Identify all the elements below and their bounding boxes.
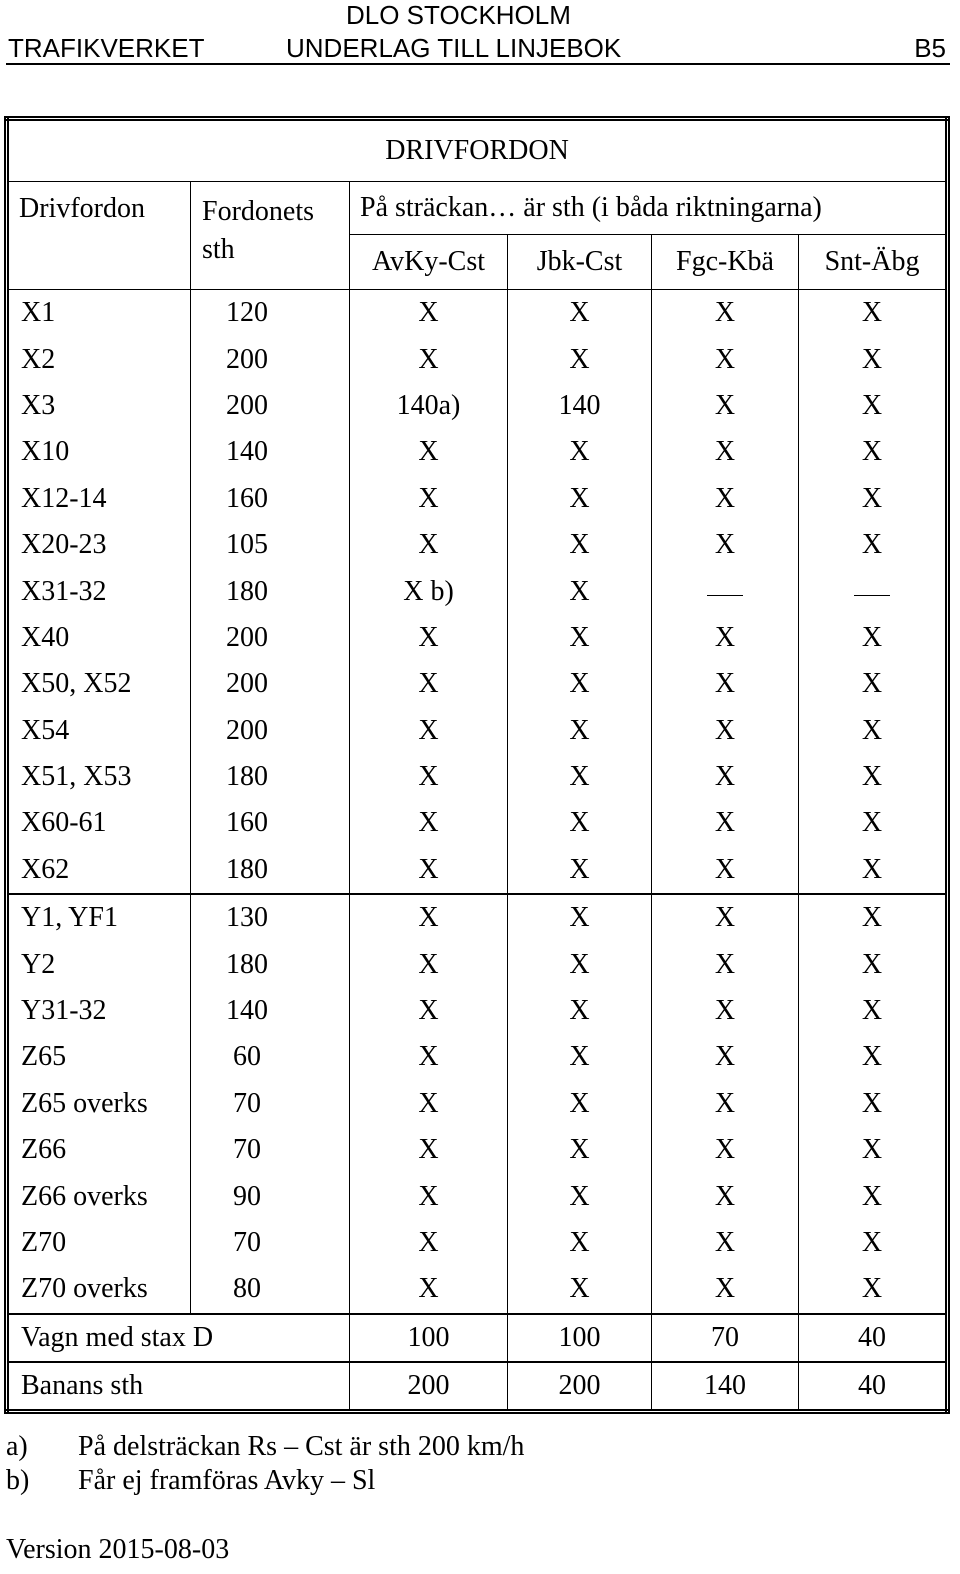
section-value: X <box>861 714 883 746</box>
section-value: X <box>508 290 652 337</box>
section-value: X <box>508 941 652 987</box>
vehicle-speed: 90 <box>191 1173 350 1219</box>
vehicle-name: X31-32 <box>7 568 191 614</box>
section-value: X <box>652 615 799 661</box>
section-value: X <box>861 1041 883 1073</box>
section-value: X <box>350 661 508 707</box>
summary-value: 100 <box>350 1314 508 1362</box>
not-allowed-cell <box>652 568 799 614</box>
header-section: Snt-Äbg <box>824 246 920 277</box>
section-value: 140a) <box>350 383 508 429</box>
section-value: X <box>652 336 799 382</box>
section-value: X <box>508 568 652 614</box>
header-section: Fgc-Kbä <box>652 235 799 290</box>
section-value: X <box>652 1173 799 1219</box>
section-value: X <box>652 847 799 894</box>
table-row <box>7 568 948 614</box>
section-value: X <box>350 476 508 522</box>
office-name: DLO STOCKHOLM <box>346 0 571 30</box>
header-section: Jbk-Cst <box>508 235 652 290</box>
table-footer <box>7 1314 948 1412</box>
summary-value: 200 <box>350 1362 508 1412</box>
section-value: X <box>350 1127 508 1173</box>
vehicle-speed: 200 <box>191 383 350 429</box>
section-value: X <box>861 853 883 885</box>
footnote-text: Får ej framföras Avky – Sl <box>78 1465 376 1496</box>
vehicle-name: X12-14 <box>7 476 191 522</box>
footnotes <box>6 1430 524 1498</box>
vehicle-name: X62 <box>7 847 191 894</box>
vehicle-speed: 180 <box>191 941 350 987</box>
section-value: X <box>652 383 799 429</box>
summary-label: Banans sth <box>7 1362 350 1412</box>
summary-value: 40 <box>799 1314 948 1362</box>
section-value: X <box>861 1134 883 1166</box>
table-row <box>7 941 948 987</box>
section-value: X <box>508 1127 652 1173</box>
vehicle-name: Z66 overks <box>7 1173 191 1219</box>
vehicle-speed: 60 <box>191 1034 350 1080</box>
vehicle-speed: 180 <box>191 847 350 894</box>
vehicle-speed: 180 <box>191 568 350 614</box>
section-value: X <box>508 847 652 894</box>
page-number: B5 <box>914 33 946 63</box>
summary-value: 70 <box>652 1314 799 1362</box>
table-row <box>7 847 948 894</box>
section-value: X <box>508 708 652 754</box>
section-value: X <box>861 1227 883 1258</box>
vehicle-speed: 160 <box>191 476 350 522</box>
section-value: X <box>508 1266 652 1313</box>
section-value: X <box>350 800 508 846</box>
section-value: X <box>350 988 508 1034</box>
table-row <box>7 615 948 661</box>
table-row <box>7 988 948 1034</box>
section-value: X <box>508 522 652 568</box>
section-value: X <box>861 529 883 561</box>
section-value: 140 <box>508 383 652 429</box>
section-value: X <box>861 482 883 514</box>
section-value: X <box>508 615 652 661</box>
section-value: X <box>350 754 508 800</box>
table-row <box>7 708 948 754</box>
footnote-key: a) <box>6 1431 28 1462</box>
vehicle-name: X10 <box>7 429 191 475</box>
footnote <box>6 1430 524 1464</box>
table-row <box>7 1081 948 1127</box>
section-value: X <box>350 1173 508 1219</box>
vehicle-name: X40 <box>7 615 191 661</box>
version-label: Version 2015-08-03 <box>6 1534 230 1565</box>
summary-row <box>7 1362 948 1412</box>
vehicle-name: X54 <box>7 708 191 754</box>
vehicle-name: X1 <box>7 290 191 337</box>
footnote-key: b) <box>6 1465 30 1496</box>
section-value: X <box>350 615 508 661</box>
table-row <box>7 522 948 568</box>
table-row <box>7 290 948 337</box>
vehicle-speed: 140 <box>191 429 350 475</box>
agency-name: TRAFIKVERKET <box>8 33 205 63</box>
section-value: X <box>652 1127 799 1173</box>
section-value: X <box>652 522 799 568</box>
summary-value: 100 <box>508 1314 652 1362</box>
section-value: X <box>861 761 883 793</box>
dash-mark <box>854 595 890 596</box>
vehicle-name: X2 <box>7 336 191 382</box>
document-title: UNDERLAG TILL LINJEBOK <box>286 33 622 63</box>
section-value: X <box>652 661 799 707</box>
section-value: X <box>861 995 883 1027</box>
section-value: X <box>652 941 799 987</box>
section-value: X <box>861 668 883 700</box>
section-value: X <box>652 708 799 754</box>
table-row <box>7 1127 948 1173</box>
section-value: X <box>350 290 508 337</box>
section-value: X <box>350 1266 508 1313</box>
table-row <box>7 1034 948 1080</box>
header-section: AvKy-Cst <box>350 235 508 290</box>
section-value: X <box>861 1273 883 1305</box>
summary-value: 40 <box>799 1362 948 1412</box>
vehicle-speed: 160 <box>191 800 350 846</box>
drivfordon-table <box>4 116 950 1414</box>
section-value: X <box>350 1220 508 1266</box>
summary-label: Vagn med stax D <box>7 1314 350 1362</box>
section-value: X <box>861 807 883 839</box>
table-row <box>7 336 948 382</box>
table-row <box>7 429 948 475</box>
table-row <box>7 661 948 707</box>
section-value: X <box>861 1180 883 1212</box>
footnote <box>6 1464 524 1498</box>
section-value: X <box>350 708 508 754</box>
header-rule <box>6 63 950 65</box>
vehicle-name: X3 <box>7 383 191 429</box>
vehicle-speed: 200 <box>191 336 350 382</box>
section-value: X <box>350 847 508 894</box>
section-value: X <box>508 1081 652 1127</box>
section-value: X <box>652 988 799 1034</box>
section-value: X <box>652 476 799 522</box>
section-value: X <box>652 754 799 800</box>
section-value: X <box>508 1034 652 1080</box>
header-vehicle: Drivfordon <box>7 182 191 290</box>
summary-value: 200 <box>508 1362 652 1412</box>
section-value: X <box>508 1173 652 1219</box>
section-value: X <box>508 476 652 522</box>
vehicle-speed: 140 <box>191 988 350 1034</box>
dash-mark <box>707 595 743 596</box>
section-value: X <box>652 1034 799 1080</box>
section-value: X <box>799 894 948 941</box>
table-row <box>7 1173 948 1219</box>
vehicle-speed: 200 <box>191 661 350 707</box>
section-value: X <box>861 621 883 653</box>
header-speed: Fordonets sth <box>191 182 350 290</box>
vehicle-name: Z65 overks <box>7 1081 191 1127</box>
table-row <box>7 1266 948 1313</box>
section-value: X b) <box>350 568 508 614</box>
section-value: X <box>350 1034 508 1080</box>
section-value: X <box>652 1081 799 1127</box>
vehicle-name: Z65 <box>7 1034 191 1080</box>
section-value: X <box>861 389 883 421</box>
vehicle-speed: 70 <box>191 1127 350 1173</box>
section-value: X <box>508 429 652 475</box>
header-section-group: På sträckan… är sth (i båda riktningarna) <box>350 182 948 235</box>
section-value: X <box>350 894 508 941</box>
not-allowed-cell <box>799 568 948 614</box>
vehicle-speed: 105 <box>191 522 350 568</box>
footnote-text: På delsträckan Rs – Cst är sth 200 km/h <box>78 1431 525 1462</box>
section-value: X <box>861 297 883 329</box>
section-value: X <box>652 429 799 475</box>
section-value: X <box>508 754 652 800</box>
section-value: X <box>652 894 799 941</box>
vehicle-speed: 200 <box>191 708 350 754</box>
section-value: X <box>508 661 652 707</box>
section-value: X <box>652 1266 799 1313</box>
section-value: X <box>508 800 652 846</box>
section-value: X <box>652 290 799 337</box>
table-title: DRIVFORDON <box>7 119 948 182</box>
vehicle-name: X60-61 <box>7 800 191 846</box>
section-value: X <box>861 436 883 468</box>
vehicle-name: Y1, YF1 <box>7 894 191 941</box>
section-value: X <box>350 941 508 987</box>
section-value: X <box>861 343 883 375</box>
table-row <box>7 1220 948 1266</box>
section-value: X <box>350 336 508 382</box>
vehicle-name: X20-23 <box>7 522 191 568</box>
vehicle-name: Y31-32 <box>7 988 191 1034</box>
section-value: X <box>350 1081 508 1127</box>
vehicle-name: Y2 <box>7 941 191 987</box>
section-value: X <box>350 522 508 568</box>
section-value: X <box>350 429 508 475</box>
vehicle-speed: 130 <box>191 894 350 941</box>
vehicle-speed: 120 <box>191 290 350 337</box>
section-value: X <box>652 1220 799 1266</box>
vehicle-speed: 70 <box>191 1081 350 1127</box>
vehicle-name: Z70 <box>7 1220 191 1266</box>
vehicle-speed: 200 <box>191 615 350 661</box>
summary-row <box>7 1314 948 1362</box>
vehicle-name: X51, X53 <box>7 754 191 800</box>
vehicle-name: Z70 overks <box>7 1266 191 1313</box>
table-row <box>7 754 948 800</box>
section-value: X <box>508 336 652 382</box>
table-body <box>7 290 948 1314</box>
table-row <box>7 476 948 522</box>
table-row <box>7 800 948 846</box>
section-value: X <box>861 1087 883 1119</box>
vehicle-speed: 80 <box>191 1266 350 1313</box>
vehicle-speed: 180 <box>191 754 350 800</box>
section-value: X <box>508 988 652 1034</box>
vehicle-name: X50, X52 <box>7 661 191 707</box>
summary-value: 140 <box>652 1362 799 1412</box>
section-value: X <box>652 800 799 846</box>
table-row <box>7 894 948 941</box>
section-value: X <box>861 948 883 980</box>
section-value: X <box>508 1220 652 1266</box>
table-row <box>7 383 948 429</box>
vehicle-speed: 70 <box>191 1220 350 1266</box>
section-value: X <box>508 894 652 941</box>
vehicle-name: Z66 <box>7 1127 191 1173</box>
